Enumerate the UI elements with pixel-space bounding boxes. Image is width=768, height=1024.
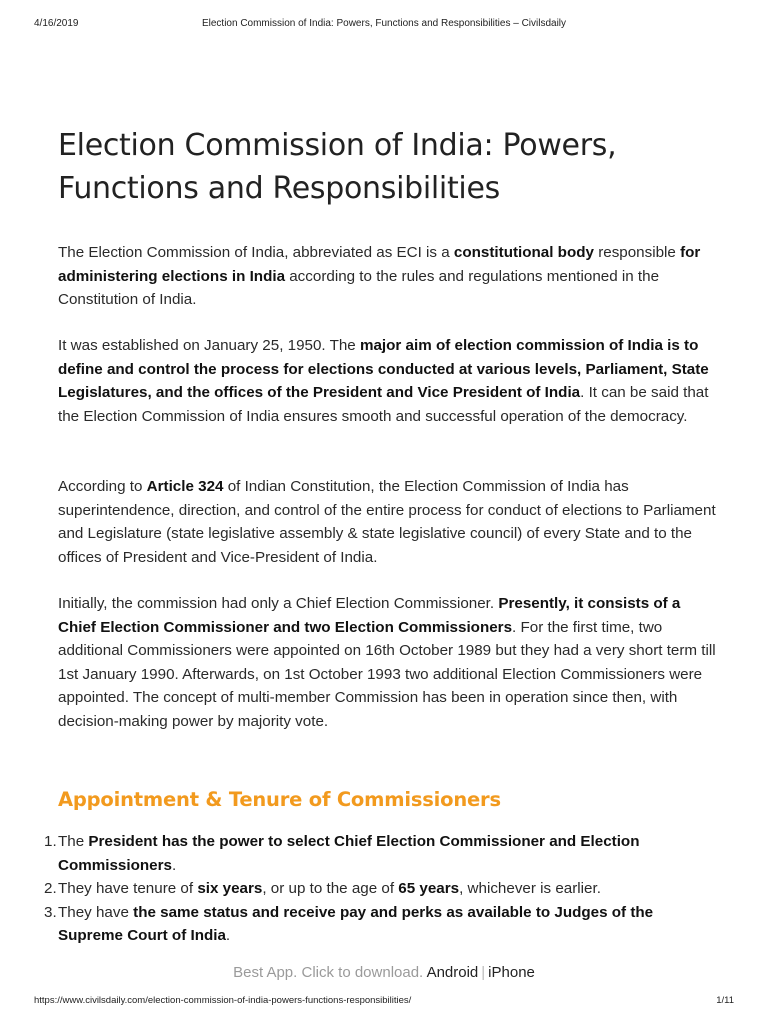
text: . It can be said that the Election Commission of India ensures smooth and successful operation of the democracy. [58, 384, 709, 425]
bold-text: six years [197, 880, 263, 897]
text: , whichever is earlier. [459, 880, 601, 897]
list-item [44, 877, 718, 901]
promo-text: Best App. Click to download. [233, 964, 424, 981]
paragraph-article-324 [58, 475, 718, 569]
iphone-link[interactable]: iPhone [488, 964, 535, 981]
print-header [0, 18, 768, 32]
article-title-line1: Election Commission of India: Powers, [58, 128, 617, 163]
bold-text: the same status and receive pay and perks as available to Judges of the Supreme Court of India [58, 903, 654, 944]
article [44, 124, 718, 944]
list-number: 2. [44, 880, 57, 897]
bold-text: for administering elections in India [58, 244, 701, 285]
text: , or up to the age of [262, 880, 399, 897]
paragraph-establishment [58, 334, 718, 428]
text: . [171, 856, 177, 874]
android-link[interactable]: Android [426, 964, 479, 981]
text: The [58, 833, 89, 850]
text: They have tenure of [58, 880, 198, 897]
text: Initially, the commission had only a Chief Election Commissioner. [58, 595, 499, 612]
appointment-list [44, 830, 718, 948]
list-item [44, 901, 718, 948]
text: . [225, 927, 231, 944]
list-number: 1. [44, 833, 57, 850]
text: . For the first time, two additional Commissioners were appointed on 16th October 1989 but they had a very short term till 1st January 1990. Afterwards, on 1st October 1993 two additional Election Commissioners were appointed. The concept of multi-member Commission has been in operation since then, with decision-making power by majority vote. [58, 618, 716, 730]
promo-separator: | [481, 964, 486, 981]
page-number: 1/11 [716, 995, 734, 1006]
list-item [44, 830, 718, 877]
article-title-line2: Functions and Responsibilities [58, 171, 500, 206]
text: It was established on January 25, 1950. The [58, 337, 360, 354]
text: according to the rules and regulations mentioned in the Constitution of India. [58, 267, 660, 308]
bold-text: President has the power to select Chief Election Commissioner and Election Commissioners [58, 833, 640, 874]
print-date: 4/16/2019 [34, 18, 79, 29]
list-number: 3. [44, 903, 57, 921]
article-title [58, 124, 718, 210]
text: They have [58, 903, 134, 921]
text: The Election Commission of India, abbreviated as ECI is a [58, 244, 454, 261]
text: According to [58, 478, 147, 495]
paragraph-composition [58, 592, 718, 733]
bold-text: Presently, it consists of a Chief Election Commissioner and two Election Commissioners [58, 595, 681, 636]
bold-text: major aim of election commission of India is to define and control the process for elections conducted at various levels, Parliament, State Legislatures, and the offices of the President and Vice President of India [58, 337, 709, 401]
text: responsible [593, 244, 681, 261]
bold-text: Article 324 [146, 478, 224, 495]
paragraph-intro [58, 241, 718, 312]
print-page-title: Election Commission of India: Powers, Functions and Responsibilities – Civilsdaily [201, 18, 567, 29]
bold-text: constitutional body [453, 244, 594, 261]
bold-text: 65 years [398, 880, 460, 897]
print-url: https://www.civilsdaily.com/election-commission-of-india-powers-functions-responsibilities/ [34, 995, 412, 1006]
text: of Indian Constitution, the Election Commission of India has superintendence, direction, and control of the entire process for conduct of elections to Parliament and Legislature (state legislative assembly & state legislative council) of every State and to the offices of President and Vice-President of India. [58, 478, 716, 566]
app-promo-banner [0, 964, 768, 981]
section-heading: Appointment & Tenure of Commissioners [58, 788, 501, 811]
